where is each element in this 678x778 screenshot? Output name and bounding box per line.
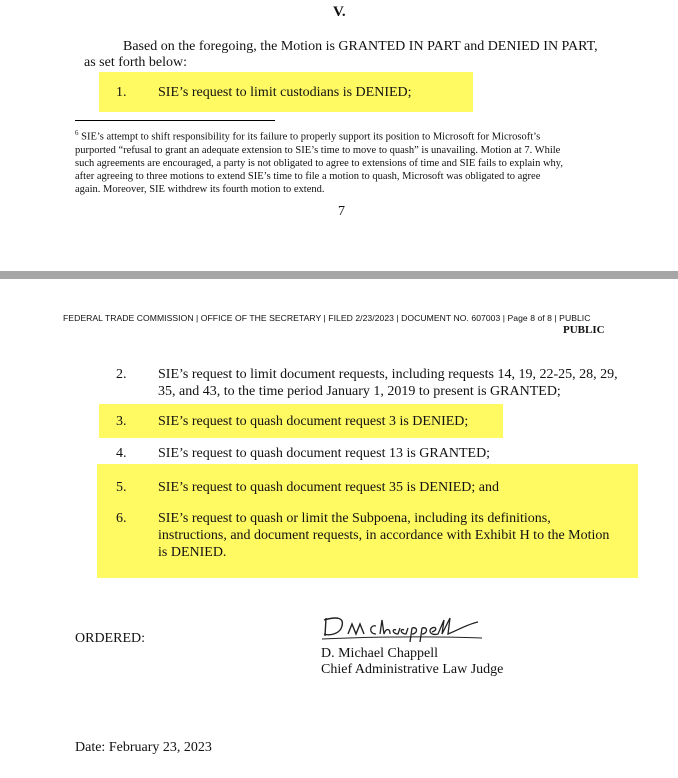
item-6-line-3: is DENIED. — [158, 545, 227, 560]
footnote-rule — [75, 120, 275, 121]
intro-line-1: Based on the foregoing, the Motion is GRANTED IN PART and DENIED IN PART, — [123, 39, 598, 54]
page-number: 7 — [338, 204, 345, 219]
footnote-line-2: purported “refusal to grant an adequate extension to SIE’s time to move to quash” is unavailing. Motion at 7. While — [75, 144, 561, 156]
item-4-text: SIE’s request to quash document request 13 is GRANTED; — [158, 446, 491, 461]
footnote-6 — [75, 127, 635, 196]
signer-title: Chief Administrative Law Judge — [321, 662, 504, 677]
item-3-number: 3. — [116, 414, 127, 429]
item-2-number: 2. — [116, 367, 127, 382]
filed-header: FEDERAL TRADE COMMISSION | OFFICE OF THE SECRETARY | FILED 2/23/2023 | DOCUMENT NO. 607003 | Page 8 of 8 | PUBLIC — [63, 313, 591, 323]
item-6-text — [158, 510, 609, 561]
item-5-number: 5. — [116, 480, 127, 495]
intro-line-2: as set forth below: — [84, 55, 188, 70]
page-separator — [0, 271, 678, 279]
footnote-line-4: after agreeing to three motions to extend SIE’s time to file a motion to quash, Microsoft was obligated to agree — [75, 170, 541, 182]
section-heading: V. — [333, 4, 346, 20]
footnote-line-3: such agreements are encouraged, a party is not obligated to agree to extensions of time and SIE fails to explain why, — [75, 157, 563, 169]
date-line: Date: February 23, 2023 — [75, 740, 212, 755]
signature-image — [318, 612, 488, 646]
item-6-line-1: SIE’s request to quash or limit the Subpoena, including its definitions, — [158, 511, 551, 526]
item-6-number: 6. — [116, 511, 127, 526]
item-5-text: SIE’s request to quash document request 35 is DENIED; and — [158, 480, 499, 495]
item-3-text: SIE’s request to quash document request 3 is DENIED; — [158, 414, 469, 429]
public-label: PUBLIC — [563, 324, 605, 336]
item-2-line-1: SIE’s request to limit document requests, including requests 14, 19, 22-25, 28, 29, — [158, 367, 618, 382]
ordered-label: ORDERED: — [75, 631, 145, 646]
item-1-number: 1. — [116, 85, 127, 100]
item-6-line-2: instructions, and document requests, in accordance with Exhibit H to the Motion — [158, 528, 610, 543]
item-1-text: SIE’s request to limit custodians is DENIED; — [158, 85, 412, 100]
footnote-line-1: SIE’s attempt to shift responsibility for its failure to properly support its position to Microsoft for Microsoft’s — [78, 131, 541, 143]
item-2-text — [158, 366, 618, 400]
footnote-line-5: again. Moreover, SIE withdrew its fourth motion to extend. — [75, 183, 325, 195]
item-2-line-2: 35, and 43, to the time period January 1, 2019 to present is GRANTED; — [158, 384, 561, 399]
signer-name: D. Michael Chappell — [321, 646, 439, 661]
item-4-number: 4. — [116, 446, 127, 461]
footnote-marker: 6 — [75, 129, 79, 137]
